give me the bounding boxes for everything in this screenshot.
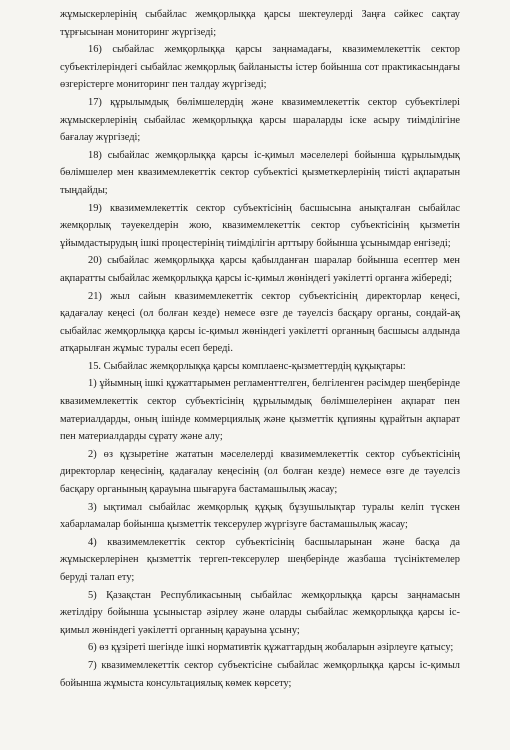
document-paragraph: 6) өз құзіреті шегінде ішкі нормативтік құжаттардың жобаларын әзірлеуге қатысу; (88, 642, 454, 654)
document-paragraph: 4) квазимемлекеттік сектор субъектісінің басшыларынан және басқа да жұмыскерлерінен қызметтік тергеп-тексерулер шеңберінде жазбаша түсініктемелер беруді талап ету; (60, 536, 460, 583)
document-paragraph: 20) сыбайлас жемқорлыққа қарсы қабылданған шаралар бойынша есептер мен ақпаратты сыбайлас жемқорлыққа қарсы іс-қимыл жөніндегі уәкілетті органға жібереді; (60, 255, 460, 284)
document-paragraph: 21) жыл сайын квазимемлекеттік сектор субъектісінің директорлар кеңесі, қадағалау кеңесі (ол болған кезде) немесе өзге де тәуелсіз басқару органы, сондай-ақ сыбайлас жемқорлыққа қарсы іс-қимыл жөніндегі уәкілетті органның басшысы алдында атқарылған жұмыс туралы есеп береді. (60, 290, 460, 355)
document-paragraph: 18) сыбайлас жемқорлыққа қарсы іс-қимыл мәселелері бойынша құрылымдық бөлімшелер мен квазимемлекеттік сектор субъектісі қызметкерлерінің тиісті ақпаратын тыңдайды; (60, 149, 460, 196)
document-paragraph: жұмыскерлерінің сыбайлас жемқорлыққа қарсы шектеулерді Заңға сәйкес сақтау тұрғысынан мониторинг жүргізеді; (60, 9, 460, 38)
document-paragraph: 3) ықтимал сыбайлас жемқорлық құқық бұзушылықтар туралы келіп түскен хабарламалар бойынша қызметтік тексерулер жүргізуге бастамашылық жасау; (60, 501, 460, 531)
document-paragraph: 7) квазимемлекеттік сектор субъектісіне сыбайлас жемқорлыққа қарсы іс-қимыл бойынша жұмыста консультациялық көмек көрсету; (60, 659, 460, 689)
document-paragraph: 5) Қазақстан Республикасының сыбайлас жемқорлыққа қарсы заңнамасын жетілдіру бойынша ұсыныстар әзірлеу және оларды сыбайлас жемқорлыққа қарсы іс-қимыл жөніндегі уәкілетті органның қарауына ұсыну; (60, 589, 460, 636)
document-paragraph: 2) өз құзыретіне жататын мәселелерді квазимемлекеттік сектор субъектісінің директорлар кеңесінің, қадағалау кеңесінің (ол болған кезде) немесе өзге де тәуелсіз басқару органының қарауына шығаруға бастамашылық жасау; (60, 448, 460, 496)
document-paragraph: 1) ұйымның ішкі құжаттарымен регламенттелген, белгіленген рәсімдер шеңберінде квазимемлекеттік сектор субъектісінің құрылымдық бөлімшелерінен ақпарат пен материалдарды, оның ішінде коммерциялық және қызметтік құпияны құрайтын ақпарат пен материалдарды сұрату және алу; (60, 378, 460, 443)
document-paragraph: 17) құрылымдық бөлімшелердің және квазимемлекеттік сектор субъектілері жұмыскерлерінің сыбайлас жемқорлыққа қарсы шараларды іске асыру тиімділігіне бағалау жүргізеді; (60, 96, 460, 144)
document-paragraph: 16) сыбайлас жемқорлыққа қарсы заңнамадағы, квазимемлекеттік сектор субъектілеріндегі сыбайлас жемқорлық байланысты істер бойынша сот практикасындағы өзгерістерге мониторинг пен талдау жүргізеді; (60, 44, 460, 91)
document-paragraph: 19) квазимемлекеттік сектор субъектісінің басшысына анықталған сыбайлас жемқорлық тәуекелдерін жою, квазимемлекеттік сектор субъектісінің қызметін ұйымдастырудың ішкі процестерінің тиімділігін арттыру бойынша ұсынымдар енгізеді; (60, 202, 460, 249)
document-paragraph: 15. Сыбайлас жемқорлыққа қарсы комплаенс-қызметтердің құқықтары: (88, 360, 406, 372)
